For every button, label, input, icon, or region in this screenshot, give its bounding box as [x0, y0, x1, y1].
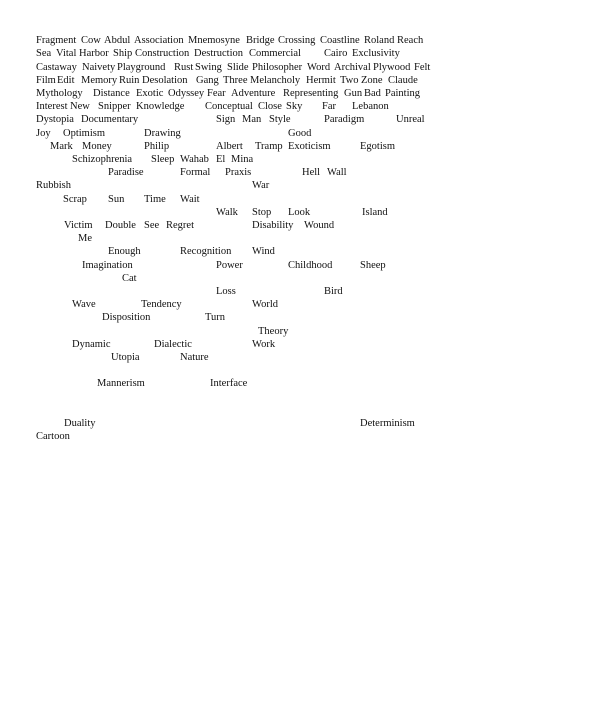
word: Work	[252, 339, 276, 350]
word: Coastline	[320, 35, 360, 46]
word: Plywood	[373, 62, 411, 73]
word: Double	[105, 220, 136, 231]
word: Sun	[108, 194, 125, 205]
word: Cairo	[324, 48, 348, 59]
word: Conceptual	[205, 101, 253, 112]
word: Edit	[57, 75, 75, 86]
word: Philip	[144, 141, 170, 152]
word: Sheep	[360, 260, 386, 271]
word: Naivety	[82, 62, 116, 73]
word: Zone	[361, 75, 383, 86]
word: Walk	[216, 207, 238, 218]
word: Sky	[286, 101, 303, 112]
word: Melancholy	[250, 75, 301, 86]
word: Exotic	[136, 88, 164, 99]
word: See	[144, 220, 160, 231]
word: Cat	[122, 273, 137, 284]
word: Nature	[180, 352, 209, 363]
word: Distance	[93, 88, 130, 99]
word: Close	[258, 101, 282, 112]
word: Loss	[216, 286, 236, 297]
word: Joy	[36, 128, 51, 139]
word: Three	[223, 75, 248, 86]
word: Abdul	[104, 35, 131, 46]
word: Harbor	[79, 48, 109, 59]
word: Odyssey	[168, 88, 205, 99]
word: Mnemosyne	[188, 35, 240, 46]
word: Sea	[36, 48, 52, 59]
word: Felt	[414, 62, 431, 73]
word: Schizophrenia	[72, 154, 133, 165]
word: Mina	[231, 154, 254, 165]
word: Desolation	[142, 75, 188, 86]
word: Paradigm	[324, 114, 365, 125]
word: Look	[288, 207, 311, 218]
word: Slide	[227, 62, 249, 73]
word: Cow	[81, 35, 101, 46]
word: Unreal	[396, 114, 425, 125]
word: Optimism	[63, 128, 106, 139]
word: Hermit	[306, 75, 336, 86]
word: Egotism	[360, 141, 396, 152]
word: Praxis	[225, 167, 252, 178]
word: Adventure	[231, 88, 276, 99]
word: Recognition	[180, 246, 232, 257]
word: Exclusivity	[352, 48, 400, 59]
word: Wind	[252, 246, 275, 257]
word: Dystopia	[36, 114, 74, 125]
word: Film	[36, 75, 56, 86]
word: Far	[322, 101, 336, 112]
word: Mythology	[36, 88, 83, 99]
word: Bad	[364, 88, 381, 99]
word: Disposition	[102, 312, 151, 323]
word: Wound	[304, 220, 335, 231]
word: Sleep	[151, 154, 175, 165]
word: Swing	[195, 62, 222, 73]
word: Duality	[64, 418, 96, 429]
word: Hell	[302, 167, 321, 178]
word: Mark	[50, 141, 73, 152]
word: Gun	[344, 88, 363, 99]
word: Victim	[64, 220, 93, 231]
word: Snipper	[98, 101, 131, 112]
word: Utopia	[111, 352, 140, 363]
word: Roland	[364, 35, 395, 46]
word: Rust	[174, 62, 194, 73]
word: Lebanon	[352, 101, 389, 112]
word: Fear	[207, 88, 226, 99]
word: Theory	[258, 326, 289, 337]
word: Memory	[81, 75, 118, 86]
word: Gang	[196, 75, 219, 86]
word: Ruin	[119, 75, 140, 86]
word: Documentary	[81, 114, 139, 125]
word: Reach	[397, 35, 424, 46]
word: Commercial	[249, 48, 301, 59]
word: Man	[242, 114, 262, 125]
word: Crossing	[278, 35, 316, 46]
word: Me	[78, 233, 92, 244]
word: Vital	[56, 48, 77, 59]
word: Scrap	[63, 194, 87, 205]
word: Interest	[36, 101, 68, 112]
word: Castaway	[36, 62, 77, 73]
word: Archival	[334, 62, 371, 73]
word: Disability	[252, 220, 294, 231]
word: Sign	[216, 114, 236, 125]
word: Stop	[252, 207, 272, 218]
word: Wahab	[180, 154, 209, 165]
word: Enough	[108, 246, 141, 257]
word: Representing	[283, 88, 339, 99]
word: Two	[340, 75, 359, 86]
word: Childhood	[288, 260, 333, 271]
word: Formal	[180, 167, 211, 178]
word: Imagination	[82, 260, 133, 271]
word: Philosopher	[252, 62, 303, 73]
word: World	[252, 299, 278, 310]
word: Time	[144, 194, 166, 205]
word: Paradise	[108, 167, 144, 178]
word: Ship	[113, 48, 133, 59]
word: Playground	[117, 62, 166, 73]
word: Association	[134, 35, 184, 46]
word: El	[216, 154, 226, 165]
word: Wait	[180, 194, 200, 205]
word: Mannerism	[97, 378, 145, 389]
word: Exoticism	[288, 141, 331, 152]
word: Style	[269, 114, 291, 125]
word: Power	[216, 260, 243, 271]
word: Interface	[210, 378, 248, 389]
word: Regret	[166, 220, 194, 231]
word: Bird	[324, 286, 343, 297]
word: Construction	[135, 48, 190, 59]
word: Dynamic	[72, 339, 111, 350]
word: Dialectic	[154, 339, 192, 350]
word: Cartoon	[36, 431, 70, 442]
word: Knowledge	[136, 101, 185, 112]
word: Albert	[216, 141, 243, 152]
word: New	[70, 101, 90, 112]
word: War	[252, 180, 270, 191]
word: Tendency	[141, 299, 182, 310]
word: Wave	[72, 299, 96, 310]
word: Fragment	[36, 35, 77, 46]
word: Tramp	[255, 141, 283, 152]
word: Island	[362, 207, 388, 218]
word: Money	[82, 141, 112, 152]
word: Wall	[327, 167, 347, 178]
word: Destruction	[194, 48, 243, 59]
word: Painting	[385, 88, 421, 99]
word: Determinism	[360, 418, 415, 429]
word: Rubbish	[36, 180, 72, 191]
word: Claude	[388, 75, 418, 86]
word: Bridge	[246, 35, 275, 46]
word: Good	[288, 128, 312, 139]
word: Turn	[205, 312, 226, 323]
word: Drawing	[144, 128, 181, 139]
word: Word	[307, 62, 331, 73]
